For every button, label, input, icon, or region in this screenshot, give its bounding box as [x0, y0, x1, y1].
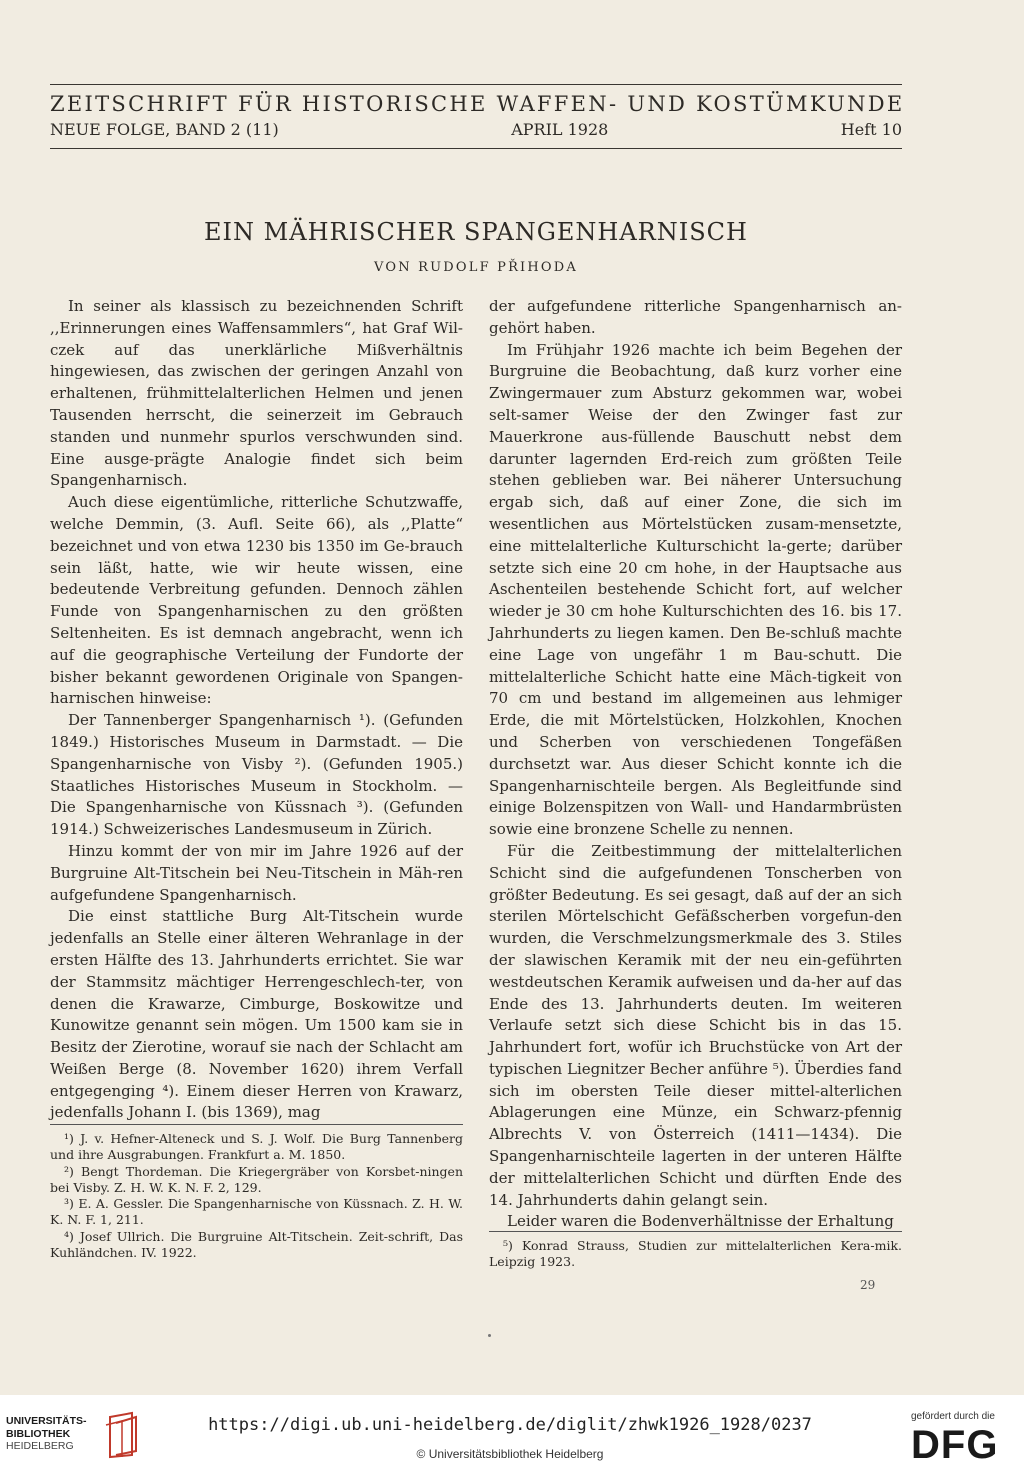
footnote: ⁴) Josef Ullrich. Die Burgruine Alt-Titschein. Zeit-schrift, Das Kuhländchen. IV. 1922. [50, 1228, 463, 1261]
scan-speck [488, 1334, 491, 1337]
paragraph: Auch diese eigentümliche, ritterliche Schutzwaffe, welche Demmin, (3. Aufl. Seite 66), als ,,Platte“ bezeichnet und von etwa 1230 bis 1350 im Ge-brauch sein läßt, hatte, wie wir heute wissen, eine bedeutende Verbreitung gefunden. Dennoch zählen Funde von Spangenharnischen zu den größten Seltenheiten. Es ist demnach angebracht, wenn ich auf die geographische Verteilung der Fundorte der bisher bekannt gewordenen Originale von Spangen-harnischen hinweise: [50, 493, 463, 708]
footnote-rule [50, 1124, 463, 1125]
page-url-link[interactable]: https://digi.ub.uni-heidelberg.de/diglit/zhwk1926_1928/0237 [208, 1415, 812, 1435]
footnote: ²) Bengt Thordeman. Die Kriegergräber von Korsbet-ningen bei Visby. Z. H. W. K. N. F. 2, 129. [50, 1163, 463, 1195]
footnote: ⁵) Konrad Strauss, Studien zur mittelalterlichen Kera-mik. Leipzig 1923. [489, 1238, 902, 1270]
left-column [50, 296, 463, 1124]
issue-number: Heft 10 [840, 120, 902, 139]
paragraph: In seiner als klassisch zu bezeichnenden Schrift ,,Erinnerungen eines Waffensammlers“, hat Graf Wil-czek auf das unerklärliche Mißverhältnis hingewiesen, das zwischen der geringen Anzahl von erhaltenen, frühmittelalterlichen Helmen und jenen Tausenden herrscht, die seinerzeit im Gebrauch standen und nunmehr spurlos verschwunden sind. Eine ausge-prägte Analogie findet sich beim Spangenharnisch. [50, 297, 463, 490]
header-top-rule [50, 84, 902, 85]
paragraph: Hinzu kommt der von mir im Jahre 1926 auf der Burgruine Alt-Titschein bei Neu-Titschein in Mäh-ren aufgefundene Spangenharnisch. [50, 841, 463, 904]
library-line: HEIDELBERG [6, 1440, 74, 1452]
footnote: ¹) J. v. Hefner-Alteneck und S. J. Wolf. Die Burg Tannenberg und ihre Ausgrabungen. Frankfurt a. M. 1850. [50, 1131, 463, 1163]
paragraph: Der Tannenberger Spangenharnisch ¹). (Gefunden 1849.) Historisches Museum in Darmstadt. — Die Spangenharnische von Visby ²). (Gefunden 1905.) Staatliches Historisches Museum in Stockholm. — Die Spangenharnische von Küssnach ³). (Gefunden 1914.) Schweizerisches Landesmuseum in Zürich. [50, 711, 463, 839]
issue-date: APRIL 1928 [511, 120, 609, 139]
footnotes-left [50, 1124, 463, 1261]
footnote: ³) E. A. Gessler. Die Spangenharnische von Küssnach. Z. H. W. K. N. F. 1, 211. [50, 1196, 463, 1228]
library-line: UNIVERSITÄTS- [6, 1415, 87, 1427]
paragraph: der aufgefundene ritterliche Spangenharnisch an-gehört haben. [489, 297, 902, 337]
copyright-notice: © Universitätsbibliothek Heidelberg [416, 1447, 604, 1461]
header-bottom-rule [50, 148, 902, 149]
footnote-rule [489, 1231, 902, 1232]
viewer-footer [0, 1395, 1024, 1474]
journal-title: ZEITSCHRIFT FÜR HISTORISCHE WAFFEN- UND KOSTÜMKUNDE [50, 92, 905, 116]
right-column [489, 296, 902, 1233]
issue-line [50, 120, 902, 139]
footnotes-right [489, 1231, 902, 1271]
library-line: BIBLIOTHEK [6, 1427, 71, 1440]
paragraph: Für die Zeitbestimmung der mittelalterlichen Schicht sind die aufgefundenen Tonscherben von größter Bedeutung. Es sei gesagt, daß auf der an sich sterilen Mörtelschicht Gefäßscherben vorgefun-den wurden, die Verschmelzungsmerkmale des 3. Stiles der slawischen Keramik mit der neu ein-geführten westdeutschen Keramik aufweisen und da-her auf das Ende des 13. Jahrhunderts deuten. Im weiteren Verlaufe setzt sich diese Schicht bis in das 15. Jahrhundert fort, wofür ich Bruchstücke von Art der typischen Liegnitzer Becher anführe ⁵). Überdies fand sich im obersten Teile dieser mittel-alterlichen Ablagerungen eine Münze, ein Schwarz-pfennig Albrechts V. von Österreich (1411—1434). Die Spangenharnischteile lagerten in der unteren Hälfte der mittelalterlichen Schicht und dürften Ende des 14. Jahrhunderts dahin gelangt sein. [489, 841, 902, 1209]
funder-caption: gefördert durch die [911, 1411, 995, 1422]
dfg-logo: DFG [911, 1423, 999, 1467]
paragraph: Die einst stattliche Burg Alt-Titschein wurde jedenfalls an Stelle einer älteren Wehranlage in der ersten Hälfte des 13. Jahrhunderts errichtet. Sie war der Stammsitz mächtiger Herrengeschlech-ter, von denen die Krawarze, Cimburge, Boskowitze und Kunowitze genannt sein mögen. Um 1500 kam sie in Besitz der Zierotine, worauf sie nach der Schlacht am Weißen Berge (8. November 1620) ihrem Verfall entgegenging ⁴). Einem dieser Herren von Krawarz, jedenfalls Johann I. (bis 1369), mag [50, 907, 463, 1122]
paragraph: Im Frühjahr 1926 machte ich beim Begehen der Burgruine die Beobachtung, daß kurz vorher eine Zwingermauer zum Absturz gekommen war, wobei selt-samer Weise der den Zwinger fast zur Mauerkrone aus-füllende Bauschutt nebst dem darunter lagernden Erd-reich zum größten Teile stehen geblieben war. Bei näherer Untersuchung ergab sich, daß auf einer Zone, die sich im wesentlichen aus Mörtelstücken zusam-mensetzte, eine mittelalterliche Kulturschicht la-gerte; darüber setzte sich eine 20 cm hohe, in der Hauptsache aus Aschenteilen bestehende Schicht fort, auf welcher wieder je 30 cm hohe Kulturschichten des 16. bis 17. Jahrhunderts zu liegen kamen. Den Be-schluß machte eine Lage von ungefähr 1 m Bau-schutt. Die mittelalterliche Schicht hatte eine Mäch-tigkeit von 70 cm und bestand im allgemeinen aus lehmiger Erde, die mit Mörtelstücken, Holzkohlen, Knochen und Scherben von verschiedenen Tongefäßen durchsetzt war. Aus dieser Schicht konnte ich die Spangenharnischteile bergen. Als Begleitfunde sind einige Bolzenspitzen von Wall- und Handarmbrüsten sowie eine bronzene Schelle zu nennen. [489, 340, 902, 839]
page-number: 29 [860, 1278, 876, 1292]
series-label: NEUE FOLGE, BAND 2 (11) [50, 120, 279, 139]
paragraph: Leider waren die Bodenverhältnisse der Erhaltung [507, 1212, 894, 1231]
article-title: EIN MÄHRISCHER SPANGENHARNISCH [204, 218, 748, 246]
article-author: VON RUDOLF PŘIHODA [373, 260, 578, 275]
library-name [6, 1415, 87, 1453]
library-logo-icon [102, 1411, 142, 1459]
